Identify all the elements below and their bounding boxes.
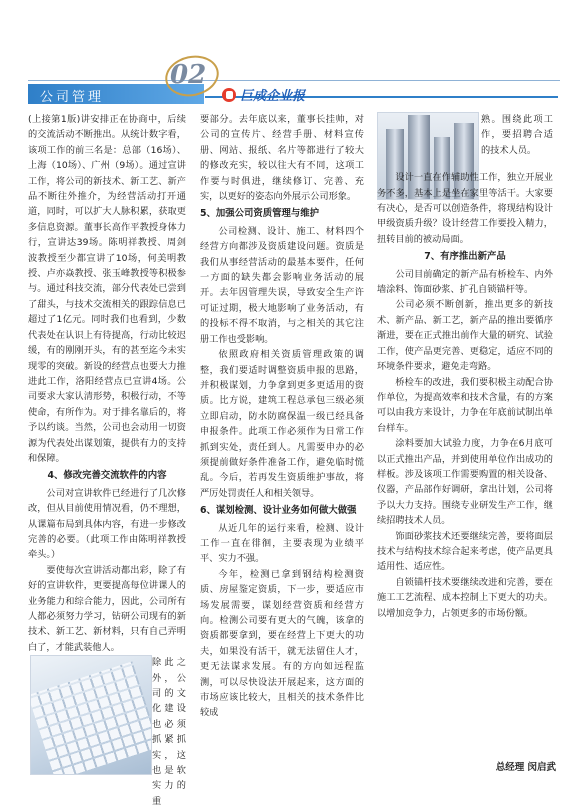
keyboard-keys <box>30 661 152 775</box>
author-signature: 总经理 闵启武 <box>495 762 556 773</box>
subheading: 6、谋划检测、设计业务如何做大做强 <box>200 505 357 517</box>
paragraph: 自锁锚杆技术要继续改进和完善，要在施工工艺流程、成本控制上下更大的功夫。以增加竞争力，占领更多的市场份额。 <box>377 576 553 619</box>
paragraph: 熟。围绕此项工作，要招聘合适的技术人员。 <box>481 114 553 156</box>
subheading: 7、有序推出新产品 <box>424 251 506 263</box>
article-column-2 <box>200 112 364 721</box>
paragraph: 公司必须不断创新，推出更多的新技术、新产品、新工艺，新产品的推出要循序渐进，要在正式推出前作大量的研究、试验工作，使产品更完善、更稳定，适应不同的环境条件要求，避免走弯路。 <box>377 299 553 373</box>
subheading: 5、加强公司资质管理与维护 <box>200 208 320 220</box>
paragraph: 桥检车的改进，我们要积极主动配合协作单位，为提高效率和技术含量，有的方案可以由我方来设计，力争在年底前试制出单台样车。 <box>377 376 553 434</box>
paragraph: 公司对宣讲软件已经进行了几次修改，但从目前使用情况看，仍不理想，从课篇布局到具体内容，有进一步修改完善的必要。（此项工作由陈明祥教授牵头。） <box>28 487 186 561</box>
paragraph: 要使每次宣讲活动都出彩，除了有好的宣讲软件，更要提高每位讲课人的业务能力和综合能力，因此，公司所有人都必须努力学习，钻研公司现有的新技术、新工艺、新材料，只有自己弄明白了，才能武装他人。 <box>28 564 186 653</box>
paragraph: 今年，检测已拿到钢结构检测资质、房屋鉴定资质，下一步，要适应市场发展需要，谋划经营资质和经营方向。检测公司要有更大的气魄，该拿的资质都要拿到，要在经营上下更大的功夫，如果没有活干，就无法留住人才，更无法谋求发展。有的方向如远程监测，可以尽快设法开展起来，这方面的市场应该比较大，且相关的技术条件比较成 <box>200 568 364 719</box>
article-column-3 <box>377 112 553 621</box>
subheading: 4、修改完善交流软件的内容 <box>47 470 167 482</box>
paragraph: 饰面砂浆技术还要继续完善，要将面层技术与结构技术综合起来考虑，使产品更具适用性、适应性。 <box>377 530 553 573</box>
paragraph: 要部分。去年底以来，董事长挂帅，对公司的宣传片、经营手册、材料宣传册、网站、报纸、名片等都进行了较大的修改充实，较以往大有不同，这项工作要与时俱进，继续修订、完善、充实，以更好的姿态向外展示公司形象。 <box>200 114 364 203</box>
paragraph: 涂料要加大试验力度，力争在6月底可以正式推出产品，并到使用单位作出成功的样板。涉及该项工作需要购置的相关设备、仪器，产品部作好调研，拿出计划，公司将予以大力支持。围绕专业研发生产工作，继续招聘技术人员。 <box>377 438 553 527</box>
paragraph: 依照政府相关资质管理政策的调整，我们要适时调整资质申报的思路，并积极谋划，力争拿到更多更适用的资质。比方说，建筑工程总承包三级必须立即启动，防水防腐保温一级已经具备申报条件。此项工作必须作为日常工作抓到实处，责任到人。凡需要申办的必须提前做好条件准备工作，避免临时慌乱。今后，若再发生资质维护事故，将严厉处罚责任人和相关领导。 <box>200 349 364 499</box>
paragraph: 公司检测、设计、施工、材料四个经营方向都涉及资质建设问题。资质是我们从事经营活动的最基本要件，任何一方面的缺失都会影响业务活动的展开。去年因管理失误，导致安全生产许可证过期，极大地影响了业务活动，有的投标不得不取消，与之相关的其它注册工作也受影响。 <box>200 225 364 345</box>
paragraph: 除此之外，公司的文化建设也必须抓紧抓实，这也是软实力的重 <box>152 657 186 807</box>
section-title: 公司管理 <box>40 90 105 105</box>
paragraph: 设计一直在作辅助性工作，独立开展业务不多，基本上是坐在家里等活干。大家要有决心，是否可以创造条件，将现结构设计甲级资质升级？设计经营工作要投入精力，扭转目前的被动局面。 <box>377 172 553 245</box>
logo-text: 巨成企业报 <box>240 89 306 104</box>
page-header <box>0 0 580 112</box>
logo-mark-icon <box>222 88 236 102</box>
paragraph: 公司目前确定的新产品有桥检车、内外墙涂料、饰面砂浆、扩孔自锁锚杆等。 <box>377 268 553 296</box>
paragraph: 从近几年的运行来看，检测、设计工作一直在徘徊，主要表现为业绩平平、实力不强。 <box>200 522 364 565</box>
newspaper-logo <box>222 85 305 104</box>
keyboard-photo <box>30 655 152 775</box>
paragraph: (上接第1版)讲安排正在协商中，后续的交流活动不断推出。从统计数字看，该项工作的前三名是：总部（16场）、上海（10场）、广州（9场）。通过宣讲工作，将公司的新技术、新工艺、新产品不断往外推介，为经营活动打开通道，同时，可以扩大人脉积累，获取更多信息资源。董事长高作平教授身体力行，宣讲达39场。陈明祥教授、周剑波教授至少都宣讲了10场，何美明教授、卢亦焱教授、张玉峰教授等积极参与。通过科技交流，部分代表处已尝到了甜头，与技术交流相关的跟踪信息已超过了1亿元。同时我们也看到，少数代表处在认识上有待提高，行动比较迟缓，有的刚刚开头，有的甚至迄今未实现零的突破。新设的经营点也要大力推进此工作，洛阳经营点已宣讲4场。公司要求大家认清形势，积极行动，不等使命，有所作为。对于排名靠后的，将予以约谈。当然，公司也会动用一切资源为代表处出谋划策，提供有力的支持和保障。 <box>28 114 186 464</box>
header-rule <box>28 80 560 81</box>
page-number: 02 <box>170 60 207 90</box>
